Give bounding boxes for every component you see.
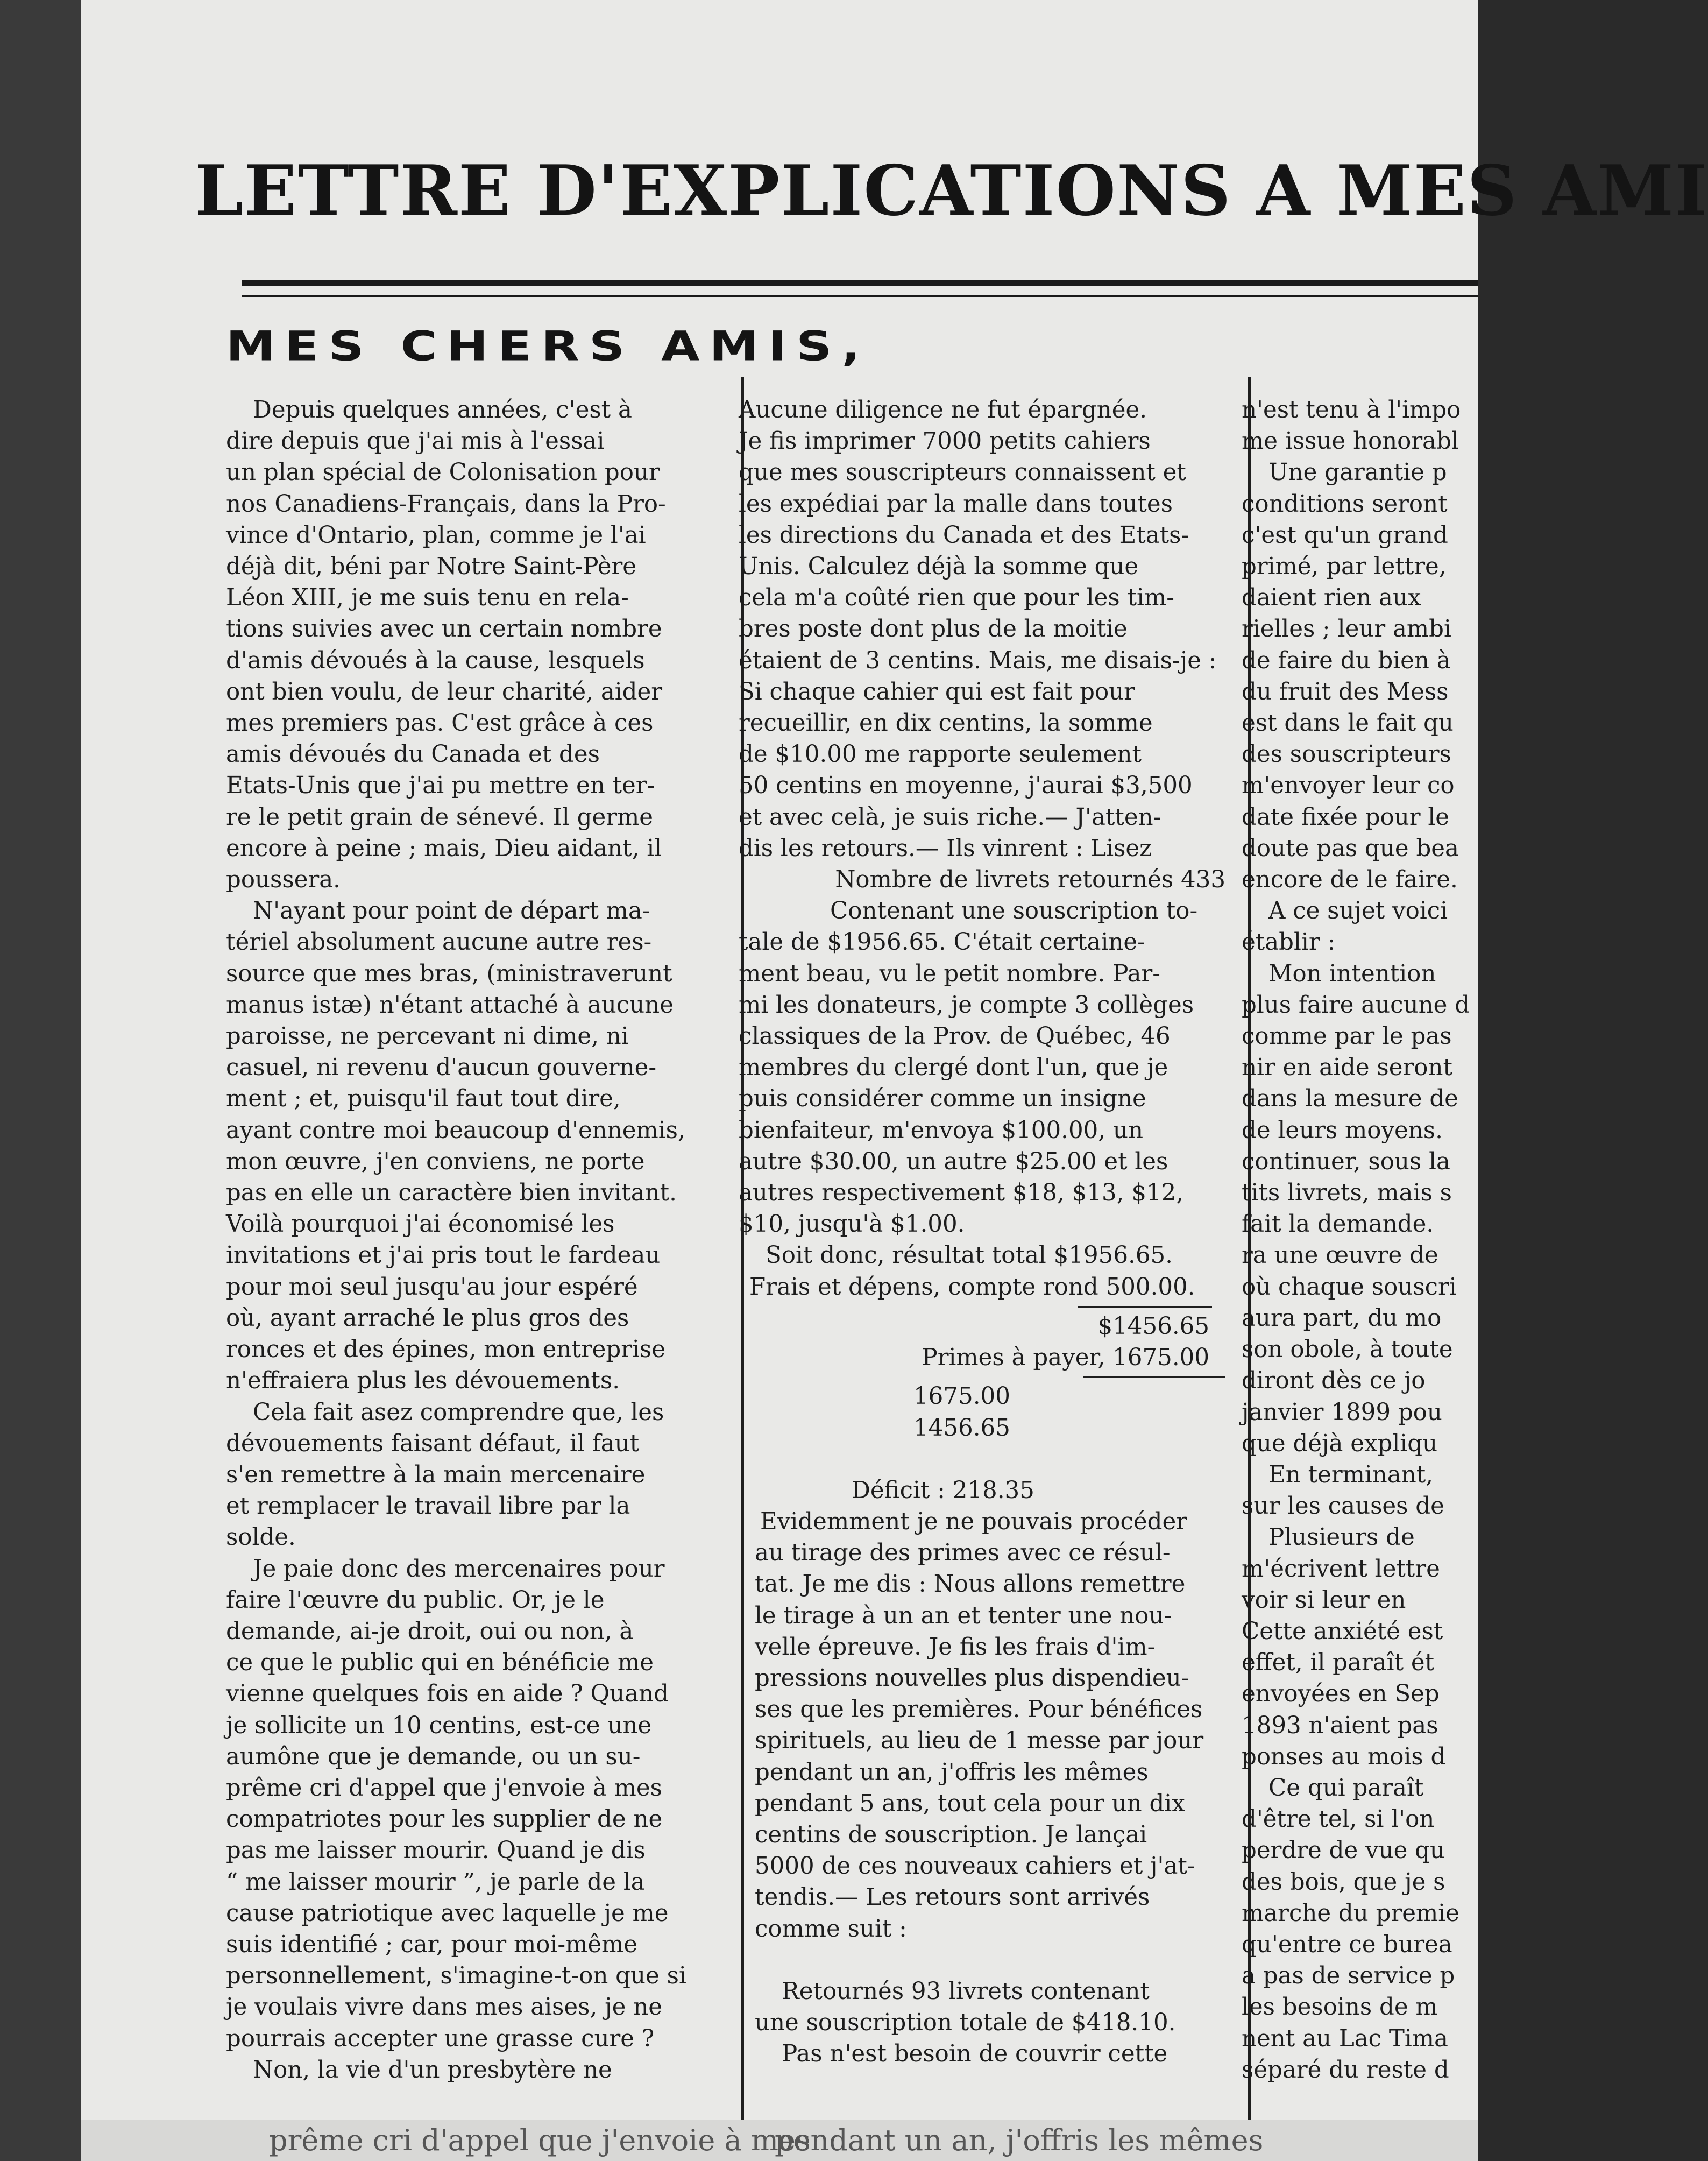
- text-line: que déjà expliqu: [1242, 1430, 1438, 1457]
- deficit-line: [739, 1475, 1225, 1506]
- text-line: me issue honorabl: [1242, 428, 1459, 455]
- text-line: nent au Lac Tima: [1242, 2025, 1448, 2052]
- text-line: amis dévoués du Canada et des: [226, 741, 600, 768]
- text-line: Evidemment je ne pouvais procéder: [760, 1508, 1187, 1535]
- text-line: une souscription totale de $418.10.: [755, 2009, 1176, 2036]
- text-line: diront dès ce jo: [1242, 1367, 1426, 1395]
- text-line: les expédiai par la malle dans toutes: [739, 490, 1173, 518]
- text-line: d'amis dévoués à la cause, lesquels: [226, 647, 645, 674]
- text-line: Cette anxiété est: [1242, 1618, 1443, 1645]
- text-line: pendant un an, j'offris les mêmes: [755, 1759, 1149, 1786]
- text-line: déjà dit, béni par Notre Saint-Père: [226, 553, 637, 581]
- text-line: son obole, à toute: [1242, 1336, 1453, 1364]
- calc-rule: [1083, 1376, 1225, 1378]
- text-line: ra une œuvre de: [1242, 1242, 1438, 1269]
- text-line: c'est qu'un grand: [1242, 521, 1448, 549]
- text-line: des bois, que je s: [1242, 1868, 1445, 1896]
- headline-rule-thick: [242, 280, 1478, 286]
- text-line: autre $30.00, un autre $25.00 et les: [739, 1148, 1168, 1175]
- text-line: faire l'œuvre du public. Or, je le: [226, 1586, 605, 1614]
- bottom-fragment-right: pendant un an, j'offris les mêmes: [775, 2123, 1264, 2157]
- text-line: effet, il paraît ét: [1242, 1649, 1435, 1677]
- sum-line: $1456.65: [1097, 1312, 1209, 1340]
- text-line: conditions seront: [1242, 490, 1448, 518]
- primes-value: 1675.00: [1112, 1344, 1209, 1372]
- text-line: pour moi seul jusqu'au jour espéré: [226, 1273, 638, 1301]
- text-line: ronces et des épines, mon entreprise: [226, 1336, 665, 1364]
- article-headline: LETTRE D'EXPLICATIONS A MES AMI: [195, 151, 1708, 231]
- text-line: établir :: [1242, 929, 1336, 956]
- column-1: [226, 394, 732, 2086]
- text-line: le tirage à un an et tenter une nou-: [755, 1602, 1172, 1629]
- text-line: de leurs moyens.: [1242, 1117, 1443, 1144]
- column-2: [739, 394, 1225, 2070]
- text-line: A ce sujet voici: [1268, 898, 1448, 925]
- text-line: daient rien aux: [1242, 584, 1421, 612]
- text-line: tits livrets, mais s: [1242, 1180, 1452, 1207]
- text-line: que mes souscripteurs connaissent et: [739, 459, 1186, 486]
- text-line: aumône que je demande, ou un su-: [226, 1743, 641, 1770]
- text-line: ont bien voulu, de leur charité, aider: [226, 678, 663, 705]
- text-line: prême cri d'appel que j'envoie à mes: [226, 1774, 662, 1802]
- text-line: $10, jusqu'à $1.00.: [739, 1211, 965, 1238]
- text-line: sur les causes de: [1242, 1493, 1444, 1520]
- text-line: recueillir, en dix centins, la somme: [739, 710, 1153, 737]
- text-line: date fixée pour le: [1242, 803, 1450, 831]
- deficit-value: 218.35: [952, 1477, 1034, 1504]
- text-line: les besoins de m: [1242, 1994, 1438, 2021]
- salutation: MES CHERS AMIS,: [226, 323, 870, 370]
- text-line: ponses au mois d: [1242, 1743, 1446, 1770]
- text-line: ce que le public qui en bénéficie me: [226, 1649, 654, 1677]
- text-line: primé, par lettre,: [1242, 553, 1447, 581]
- text-line: fait la demande.: [1242, 1211, 1434, 1238]
- text-line: centins de souscription. Je lançai: [755, 1821, 1147, 1848]
- text-line: a pas de service p: [1242, 1962, 1455, 1990]
- scan-left-border: [0, 0, 81, 2161]
- text-line: rielles ; leur ambi: [1242, 616, 1451, 643]
- text-line: pas me laisser mourir. Quand je dis: [226, 1837, 646, 1865]
- text-line: pourrais accepter une grasse cure ?: [226, 2025, 655, 2052]
- text-line: Léon XIII, je me suis tenu en rela-: [226, 584, 629, 612]
- text-line: invitations et j'ai pris tout le fardeau: [226, 1242, 661, 1269]
- text-line: solde.: [226, 1524, 296, 1551]
- bottom-fragment-left: prême cri d'appel que j'envoie à mes: [269, 2123, 811, 2157]
- text-line: encore de le faire.: [1242, 866, 1458, 894]
- text-line: m'écrivent lettre: [1242, 1555, 1440, 1583]
- text-line: envoyées en Sep: [1242, 1680, 1440, 1708]
- text-line: aura part, du mo: [1242, 1304, 1442, 1332]
- text-line: demande, ai-je droit, oui ou non, à: [226, 1618, 634, 1645]
- spacer: [739, 1945, 1225, 1976]
- text-line: En terminant,: [1268, 1461, 1434, 1488]
- column-3: [1242, 394, 1478, 2086]
- text-line: mon œuvre, j'en conviens, ne porte: [226, 1148, 645, 1175]
- text-line: voir si leur en: [1242, 1586, 1406, 1614]
- text-line: nir en aide seront: [1242, 1054, 1452, 1082]
- text-line: est dans le fait qu: [1242, 710, 1454, 737]
- text-line: vienne quelques fois en aide ? Quand: [226, 1680, 669, 1708]
- text-line: dans la mesure de: [1242, 1085, 1458, 1113]
- text-line: étaient de 3 centins. Mais, me disais-je :: [739, 647, 1217, 674]
- text-line: comme suit :: [755, 1915, 907, 1943]
- text-line: pressions nouvelles plus dispendieu-: [755, 1664, 1189, 1692]
- sum-rule: [1078, 1306, 1212, 1308]
- text-line: Etats-Unis que j'ai pu mettre en ter-: [226, 772, 655, 800]
- calc-line: 1675.00: [913, 1383, 1010, 1410]
- text-line: personnellement, s'imagine-t-on que si: [226, 1962, 686, 1990]
- text-line: cela m'a coûté rien que pour les tim-: [739, 584, 1174, 612]
- text-line: Depuis quelques années, c'est à: [253, 397, 632, 423]
- primes-label: Primes à payer,: [922, 1344, 1105, 1372]
- text-line: doute pas que bea: [1242, 835, 1459, 862]
- text-line: bienfaiteur, m'envoya $100.00, un: [739, 1117, 1144, 1144]
- text-line: je voulais vivre dans mes aises, je ne: [226, 1994, 662, 2021]
- text-line: pendant 5 ans, tout cela pour un dix: [755, 1790, 1185, 1817]
- text-line: et avec celà, je suis riche.— J'atten-: [739, 803, 1161, 831]
- text-line: Voilà pourquoi j'ai économisé les: [226, 1211, 615, 1238]
- text-line: 1893 n'aient pas: [1242, 1712, 1438, 1739]
- text-line: des souscripteurs: [1242, 741, 1451, 768]
- text-line: encore à peine ; mais, Dieu aidant, il: [226, 835, 662, 862]
- text-line: ment beau, vu le petit nombre. Par-: [739, 960, 1160, 987]
- text-line: manus istæ) n'étant attaché à aucune: [226, 991, 674, 1019]
- text-line: comme par le pas: [1242, 1023, 1452, 1050]
- text-line: du fruit des Mess: [1242, 678, 1449, 705]
- text-line: continuer, sous la: [1242, 1148, 1450, 1175]
- text-line: 5000 de ces nouveaux cahiers et j'at-: [755, 1853, 1195, 1880]
- scan-bottom-strip: [81, 2120, 1478, 2161]
- text-line: de $10.00 me rapporte seulement: [739, 741, 1142, 768]
- text-line: “ me laisser mourir ”, je parle de la: [226, 1868, 645, 1896]
- text-line: et remplacer le travail libre par la: [226, 1493, 630, 1520]
- text-line: Cela fait asez comprendre que, les: [253, 1399, 664, 1426]
- text-line: Retournés 93 livrets contenant: [782, 1978, 1150, 2005]
- text-line: Je paie donc des mercenaires pour: [253, 1555, 665, 1583]
- text-line: ayant contre moi beaucoup d'ennemis,: [226, 1117, 685, 1144]
- text-line: pas en elle un caractère bien invitant.: [226, 1180, 677, 1207]
- text-line: tendis.— Les retours sont arrivés: [755, 1884, 1150, 1911]
- text-line: puis considérer comme un insigne: [739, 1085, 1146, 1113]
- text-line: cause patriotique avec laquelle je me: [226, 1899, 669, 1927]
- text-line: source que mes bras, (ministraverunt: [226, 960, 672, 987]
- text-line: Aucune diligence ne fut épargnée.: [739, 397, 1147, 423]
- text-line: paroisse, ne percevant ni dime, ni: [226, 1023, 629, 1050]
- text-line: m'envoyer leur co: [1242, 772, 1455, 800]
- text-line: membres du clergé dont l'un, que je: [739, 1054, 1168, 1082]
- text-line: où chaque souscri: [1242, 1273, 1457, 1301]
- text-line: velle épreuve. Je fis les frais d'im-: [755, 1633, 1156, 1661]
- text-line: N'ayant pour point de départ ma-: [253, 898, 650, 925]
- text-line: compatriotes pour les supplier de ne: [226, 1806, 663, 1833]
- text-line: les directions du Canada et des Etats-: [739, 521, 1189, 549]
- text-line: Pas n'est besoin de couvrir cette: [782, 2040, 1168, 2068]
- text-line: Frais et dépens, compte rond 500.00.: [749, 1273, 1195, 1301]
- text-line: dis les retours.— Ils vinrent : Lisez: [739, 835, 1152, 862]
- text-line: bres poste dont plus de la moitie: [739, 616, 1128, 643]
- text-line: Non, la vie d'un presbytère ne: [253, 2056, 612, 2084]
- text-line: perdre de vue qu: [1242, 1837, 1445, 1865]
- text-line: Une garantie p: [1268, 459, 1447, 486]
- text-line: re le petit grain de sénevé. Il germe: [226, 803, 653, 831]
- text-line: casuel, ni revenu d'aucun gouverne-: [226, 1054, 657, 1082]
- headline-rule-thin: [242, 295, 1478, 297]
- text-line: plus faire aucune d: [1242, 991, 1470, 1019]
- text-line: mi les donateurs, je compte 3 collèges: [739, 991, 1194, 1019]
- text-line: dévouements faisant défaut, il faut: [226, 1430, 640, 1457]
- text-line: Nombre de livrets retournés 433: [835, 866, 1225, 894]
- text-line: Ce qui paraît: [1268, 1774, 1424, 1802]
- text-line: janvier 1899 pou: [1242, 1399, 1442, 1426]
- text-line: tale de $1956.65. C'était certaine-: [739, 929, 1145, 956]
- text-line: spirituels, au lieu de 1 messe par jour: [755, 1727, 1204, 1755]
- text-line: Si chaque cahier qui est fait pour: [739, 678, 1135, 705]
- text-line: Mon intention: [1268, 960, 1436, 987]
- text-line: je sollicite un 10 centins, est-ce une: [226, 1712, 652, 1739]
- text-line: tat. Je me dis : Nous allons remettre: [755, 1571, 1186, 1598]
- text-line: s'en remettre à la main mercenaire: [226, 1461, 646, 1488]
- text-line: un plan spécial de Colonisation pour: [226, 459, 660, 486]
- text-line: séparé du reste d: [1242, 2056, 1449, 2084]
- text-line: dire depuis que j'ai mis à l'essai: [226, 428, 605, 455]
- text-line: Soit donc, résultat total $1956.65.: [766, 1242, 1173, 1269]
- spacer: [739, 1444, 1225, 1475]
- text-line: mes premiers pas. C'est grâce à ces: [226, 710, 654, 737]
- text-line: marche du premie: [1242, 1899, 1459, 1927]
- text-line: tériel absolument aucune autre res-: [226, 929, 652, 956]
- text-line: Plusieurs de: [1268, 1524, 1415, 1551]
- text-line: tions suivies avec un certain nombre: [226, 616, 662, 643]
- primes-line: [739, 1342, 1225, 1373]
- text-line: n'est tenu à l'impo: [1242, 397, 1461, 423]
- text-line: n'effraiera plus les dévouements.: [226, 1367, 620, 1395]
- text-line: classiques de la Prov. de Québec, 46: [739, 1023, 1171, 1050]
- text-line: de faire du bien à: [1242, 647, 1451, 674]
- text-line: d'être tel, si l'on: [1242, 1806, 1435, 1833]
- text-line: vince d'Ontario, plan, comme je l'ai: [226, 521, 646, 549]
- text-line: autres respectivement $18, $13, $12,: [739, 1180, 1184, 1207]
- text-line: où, ayant arraché le plus gros des: [226, 1304, 629, 1332]
- text-line: ses que les premières. Pour bénéfices: [755, 1696, 1203, 1724]
- text-line: Unis. Calculez déjà la somme que: [739, 553, 1139, 581]
- text-line: Contenant une souscription to-: [830, 898, 1198, 925]
- text-line: suis identifié ; car, pour moi-même: [226, 1931, 638, 1958]
- text-line: ment ; et, puisqu'il faut tout dire,: [226, 1085, 621, 1113]
- deficit-label: Déficit :: [852, 1477, 945, 1504]
- text-line: au tirage des primes avec ce résul-: [755, 1539, 1171, 1567]
- text-line: nos Canadiens-Français, dans la Pro-: [226, 490, 666, 518]
- calc-line: 1456.65: [913, 1414, 1010, 1442]
- text-line: Je fis imprimer 7000 petits cahiers: [739, 428, 1151, 455]
- text-line: poussera.: [226, 866, 341, 894]
- text-line: 50 centins en moyenne, j'aurai $3,500: [739, 772, 1193, 800]
- text-line: qu'entre ce burea: [1242, 1931, 1452, 1958]
